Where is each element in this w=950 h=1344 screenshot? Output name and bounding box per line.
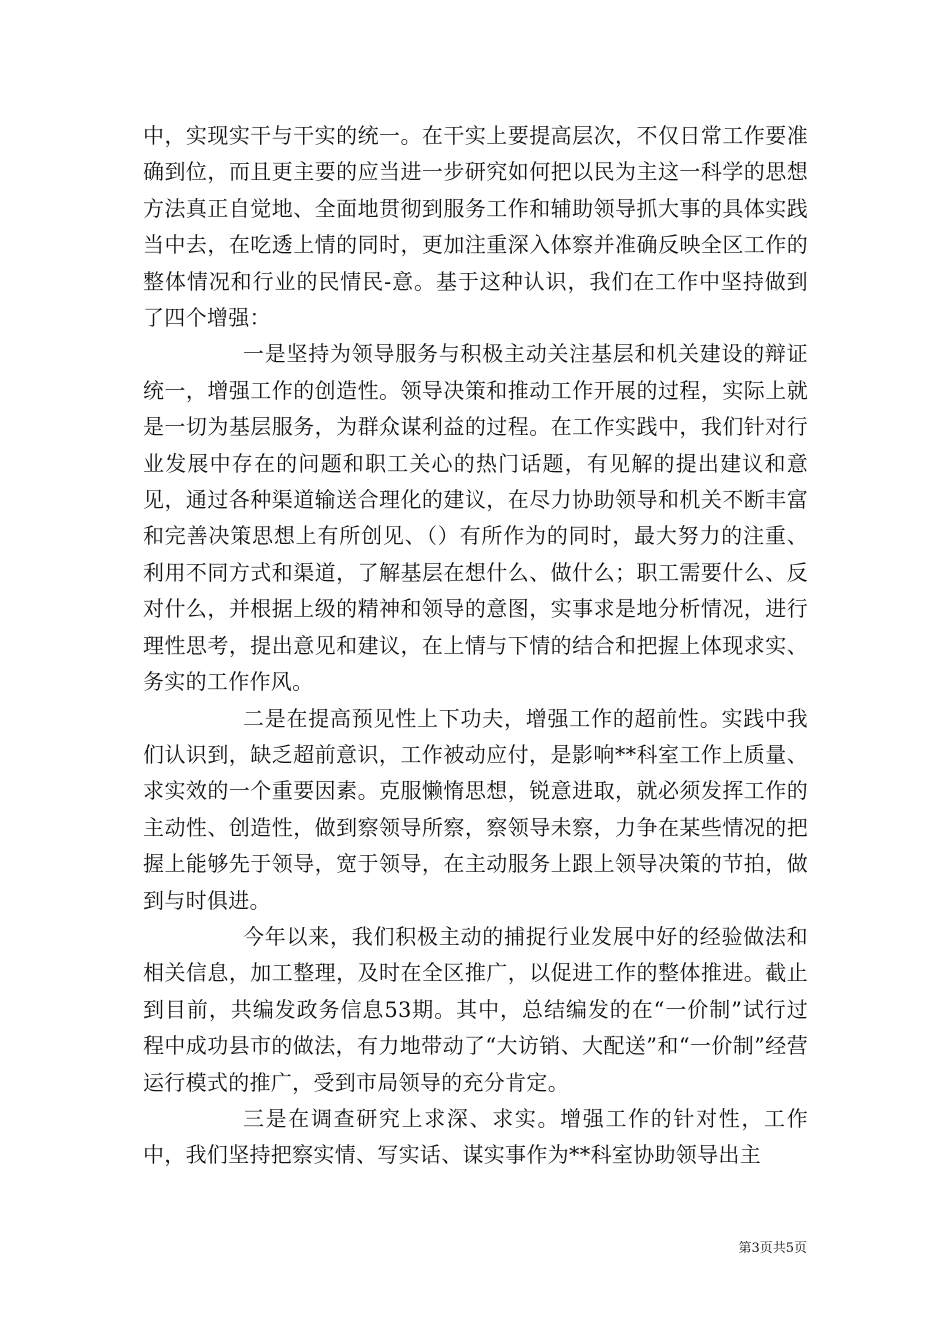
page-number-footer: 第3页共5页	[738, 1241, 807, 1256]
paragraph-point-one: 一是坚持为领导服务与积极主动关注基层和机关建设的辩证统一，增强工作的创造性。领导决策和推动工作开展的过程，实际上就是一切为基层服务，为群众谋利益的过程。在工作实践中，我们针对行业发展中存在的问题和职工关心的热门话题，有见解的提出建议和意见，通过各种渠道输送合理化的建议，在尽力协助领导和机关不断丰富和完善决策思想上有所创见、（）有所作为的同时，最大努力的注重、利用不同方式和渠道，了解基层在想什么、做什么；职工需要什么、反对什么，并根据上级的精神和领导的意图，实事求是地分析情况，进行理性思考，提出意见和建议，在上情与下情的结合和把握上体现求实、务实的工作作风。	[143, 342, 808, 695]
body-text	[143, 118, 808, 1174]
paragraph-point-two: 二是在提高预见性上下功夫，增强工作的超前性。实践中我们认识到，缺乏超前意识，工作被动应付，是影响**科室工作上质量、求实效的一个重要因素。克服懒惰思想，锐意进取，就必须发挥工作的主动性、创造性，做到察领导所察，察领导未察，力争在某些情况的把握上能够先于领导，宽于领导，在主动服务上跟上领导决策的节拍，做到与时俱进。	[143, 706, 808, 913]
paragraph-continuation: 中，实现实干与干实的统一。在干实上要提高层次，不仅日常工作要准确到位，而且更主要的应当进一步研究如何把以民为主这一科学的思想方法真正自觉地、全面地贯彻到服务工作和辅助领导抓大事的具体实践当中去，在吃透上情的同时，更加注重深入体察并准确反映全区工作的整体情况和行业的民情民-意。基于这种认识，我们在工作中坚持做到了四个增强：	[143, 124, 808, 331]
paragraph-this-year: 今年以来，我们积极主动的捕捉行业发展中好的经验做法和相关信息，加工整理，及时在全区推广，以促进工作的整体推进。截止到目前，共编发政务信息53期。其中，总结编发的在“一价制”试行过程中成功县市的做法，有力地带动了“大访销、大配送”和“一价制”经营运行模式的推广，受到市局领导的充分肯定。	[143, 924, 808, 1095]
paragraph-point-three: 三是在调查研究上求深、求实。增强工作的针对性，工作中，我们坚持把察实情、写实话、谋实事作为**科室协助领导出主	[143, 1106, 808, 1168]
